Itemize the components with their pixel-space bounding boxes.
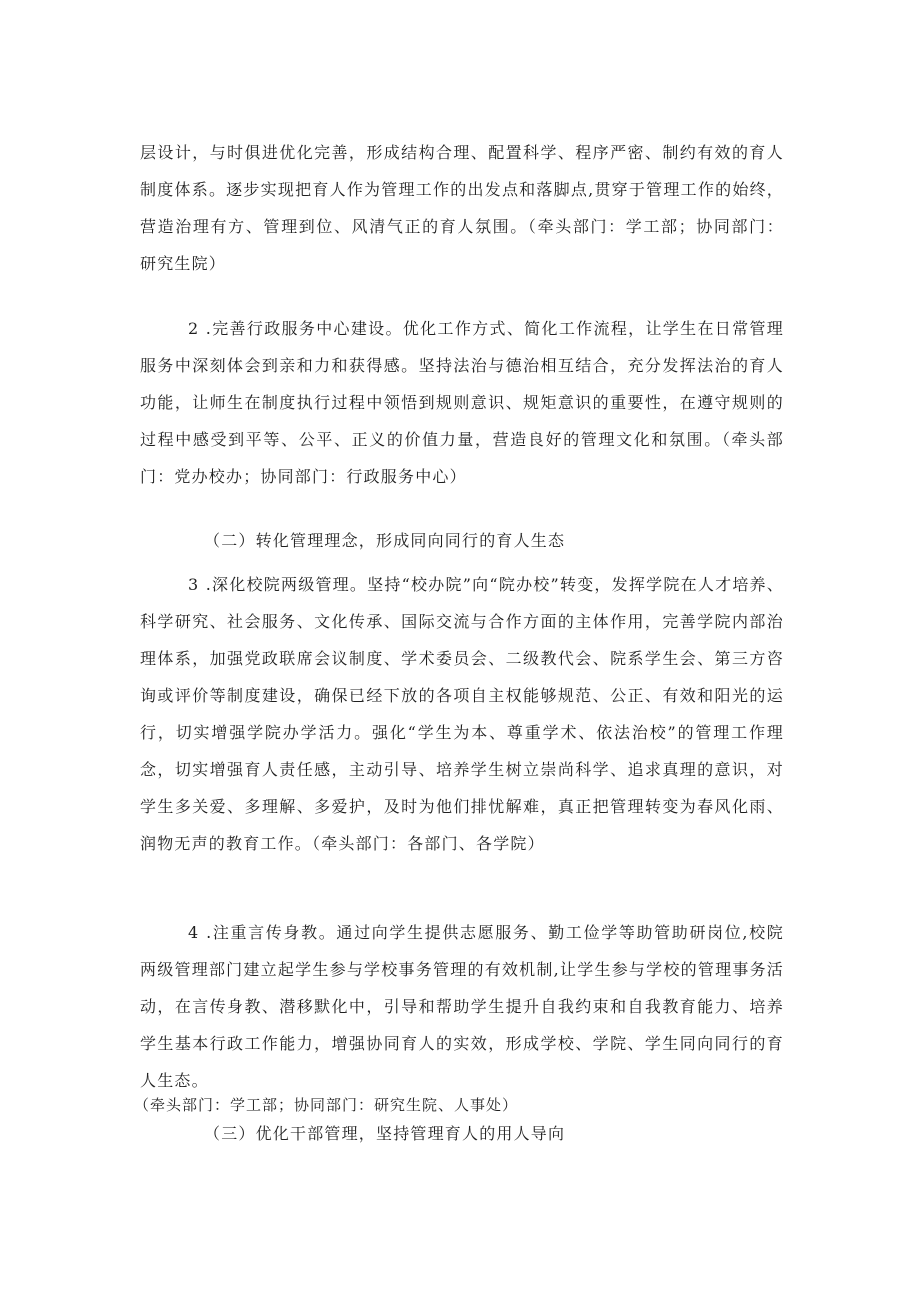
paragraph-item-3: 3 .深化校院两级管理。坚持“校办院”向“院办校”转变，发挥学院在人才培养、科学研究、社会服务、文化传承、国际交流与合作方面的主体作用，完善学院内部治理体系，加强党政联席会议制度、学术委员会、二级教代会、院系学生会、第三方咨询或评价等制度建设，确保已经下放的各项自主权能够规范、公正、有效和阳光的运行，切实增强学院办学活力。强化“学生为本、尊重学术、依法治校”的管理工作理念，切实增强育人责任感，主动引导、培养学生树立崇尚科学、追求真理的意识，对学生多关爱、多理解、多爱护，及时为他们排忧解难，真正把管理转变为春风化雨、润物无声的教育工作。（牵头部门：各部门、各学院） <box>140 575 784 853</box>
section-heading-2: （二）转化管理理念，形成同向同行的育人生态 <box>204 531 566 550</box>
paragraph-item-4: 4 .注重言传身教。通过向学生提供志愿服务、勤工俭学等助管助研岗位,校院两级管理部门建立起学生参与学校事务管理的有效机制,让学生参与学校的管理事务活动，在言传身教、潜移默化中，引导和帮助学生提升自我约束和自我教育能力、培养学生基本行政工作能力，增强协同育人的实效，形成学校、学院、学生同向同行的育人生态。 <box>140 923 784 1090</box>
section-heading-3: （三）优化干部管理，坚持管理育人的用人导向 <box>204 1124 566 1143</box>
paragraph-continuation: 层设计，与时俱进优化完善，形成结构合理、配置科学、程序严密、制约有效的育人制度体系。逐步实现把育人作为管理工作的出发点和落脚点,贯穿于管理工作的始终，营造治理有方、管理到位、风清气正的育人氛围。（牵头部门：学工部；协同部门：研究生院） <box>140 143 784 273</box>
paragraph-item-2: 2 .完善行政服务中心建设。优化工作方式、简化工作流程，让学生在日常管理服务中深刻体会到亲和力和获得感。坚持法治与德治相互结合，充分发挥法治的育人功能，让师生在制度执行过程中领悟到规则意识、规矩意识的重要性，在遵守规则的过程中感受到平等、公平、正义的价值力量，营造良好的管理文化和氛围。（牵头部门：党办校办；协同部门：行政服务中心） <box>140 319 784 486</box>
paragraph-item-4-note: （牵头部门：学工部；协同部门：研究生院、人事处） <box>134 1096 519 1114</box>
